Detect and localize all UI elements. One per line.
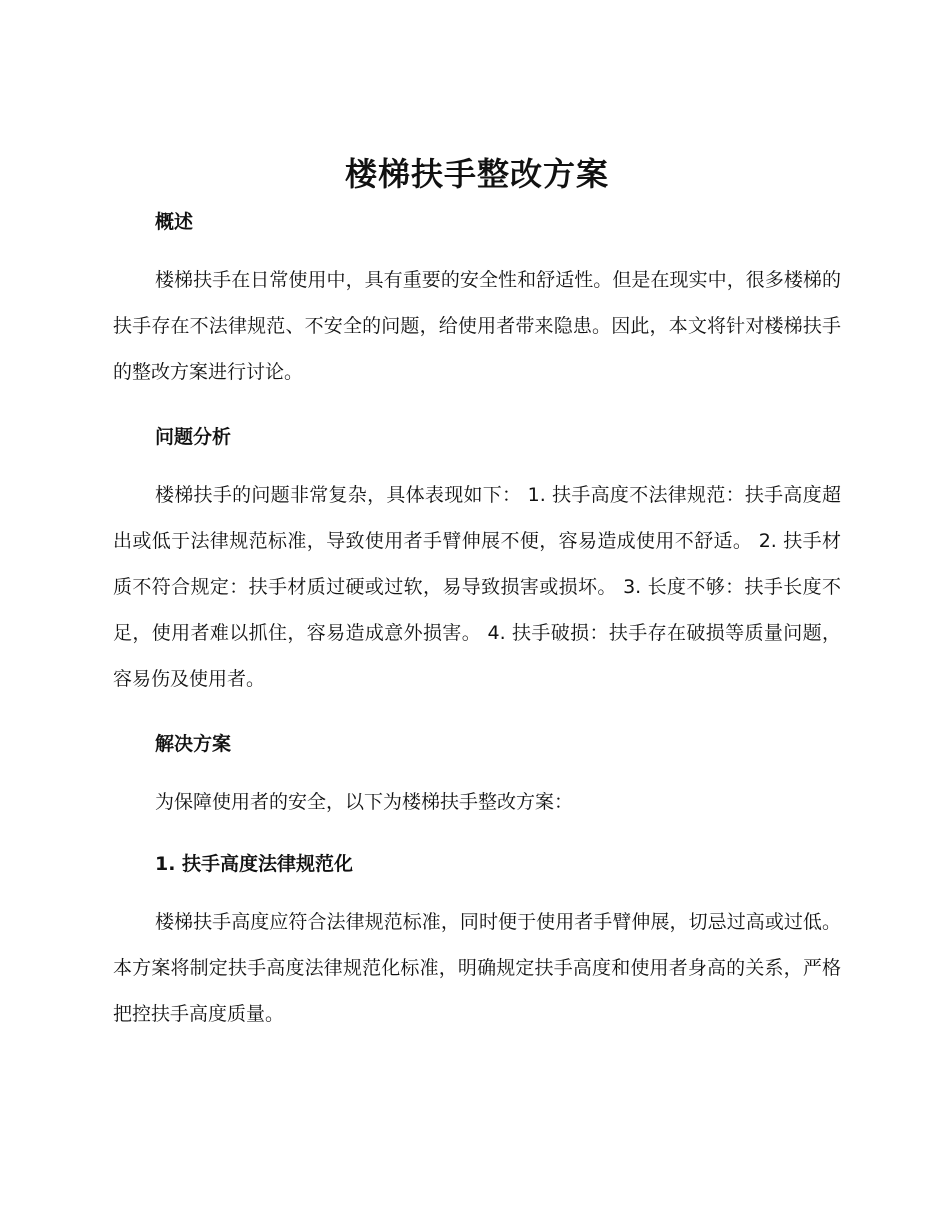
section-heading-analysis: 问题分析	[155, 426, 232, 448]
section-heading-overview: 概述	[155, 211, 194, 233]
document-content	[113, 146, 841, 1037]
subsection-heading-height: 1. 扶手高度法律规范化	[155, 853, 354, 875]
paragraph-height: 楼梯扶手高度应符合法律规范标准，同时便于使用者手臂伸展，切忌过高或过低。本方案将制定扶手高度法律规范化标准，明确规定扶手高度和使用者身高的关系，严格把控扶手高度质量。	[113, 911, 841, 1025]
document-title: 楼梯扶手整改方案	[344, 155, 609, 193]
section-heading-solution: 解决方案	[155, 733, 232, 755]
paragraph-solution-intro: 为保障使用者的安全，以下为楼梯扶手整改方案：	[155, 791, 574, 813]
paragraph-analysis: 楼梯扶手的问题非常复杂，具体表现如下： 1. 扶手高度不法律规范：扶手高度超出或低于法律规范标准，导致使用者手臂伸展不便，容易造成使用不舒适。 2. 扶手材质不符合规定：扶手材质过硬或过软，易导致损害或损坏。 3. 长度不够：扶手长度不足，使用者难以抓住，容易造成意外损害。 4. 扶手破损：扶手存在破损等质量问题，容易伤及使用者。	[113, 484, 841, 690]
paragraph-overview: 楼梯扶手在日常使用中，具有重要的安全性和舒适性。但是在现实中，很多楼梯的扶手存在不法律规范、不安全的问题，给使用者带来隐患。因此，本文将针对楼梯扶手的整改方案进行讨论。	[113, 269, 841, 383]
